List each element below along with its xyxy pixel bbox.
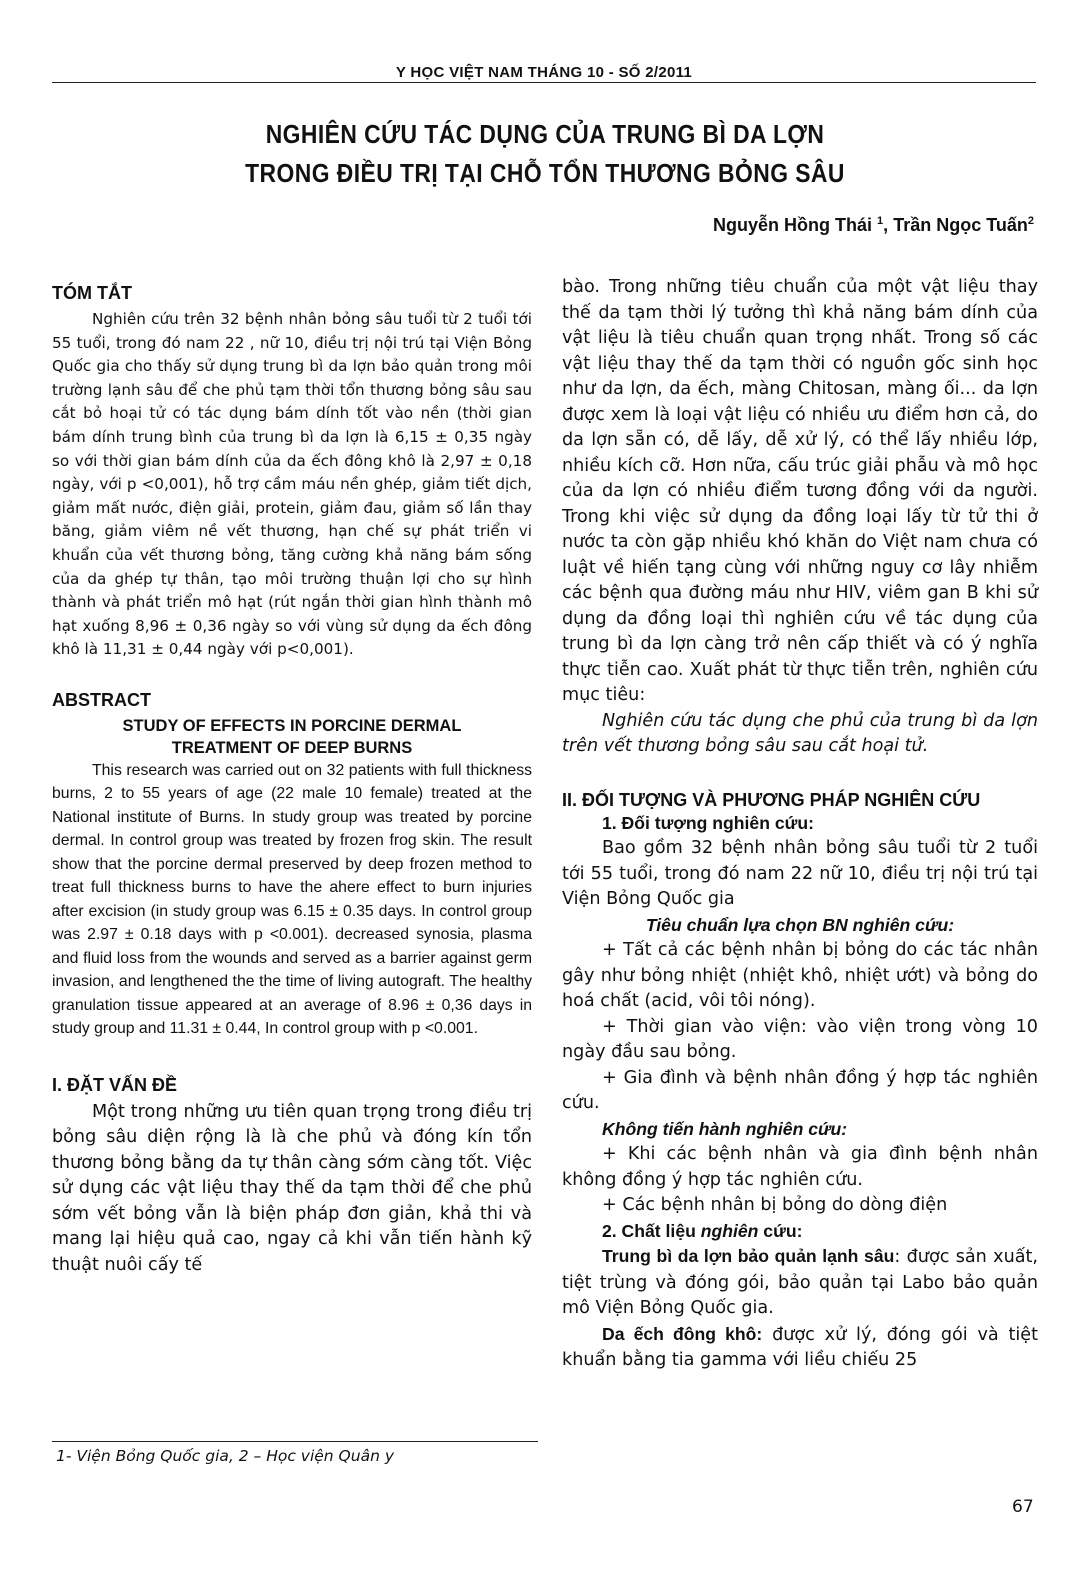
inclusion-criterion-3: + Gia đình và bệnh nhân đồng ý hợp tác nghiên cứu. <box>562 1067 1038 1113</box>
header-rule <box>52 82 1036 83</box>
inclusion-criteria-heading: Tiêu chuẩn lựa chọn BN nghiên cứu: <box>645 914 955 935</box>
material-2-text: được xử lý, đóng gói và tiệt khuẩn bằng tia gamma với liều chiếu 25 <box>562 1324 1038 1370</box>
article-title <box>180 115 910 193</box>
study-objective: Nghiên cứu tác dụng che phủ của trung bì da lợn trên vết thương bỏng sâu sau cắt hoại tử. <box>562 710 1038 756</box>
exclusion-criteria-heading: Không tiến hành nghiên cứu: <box>602 1118 848 1139</box>
title-line-1: NGHIÊN CỨU TÁC DỤNG CỦA TRUNG BÌ DA LỢN <box>265 119 825 149</box>
material-1 <box>562 1244 1038 1322</box>
journal-header: Y HỌC VIỆT NAM THÁNG 10 - SỐ 2/2011 <box>382 64 706 81</box>
summary-heading: TÓM TẮT <box>52 283 132 303</box>
summary-text: Nghiên cứu trên 32 bệnh nhân bỏng sâu tuổi từ 2 tuổi tới 55 tuổi, trong đó nam 22 , nữ 10, điều trị nội trú tại Viện Bỏng Quốc gia cho thấy sử dụng trung bì da lợn bảo quản trong môi trường lạnh sâu để che phủ tạm thời tổn thương bỏng sâu sau cắt bỏ hoại tử có tác dụng bám dính tốt vào nền (thời gian bám dính trung bình của trung bì da lợn là 6,15 ± 0,35 ngày so với thời gian bám dính của da ếch đông khô là 2,97 ± 0,18 ngày, với p <0,001), hỗ trợ cầm máu nền ghép, giảm tiết dịch, giảm mất nước, điện giải, protein, giảm đau, giảm số lần thay băng, giảm viêm nề vết thương, hạn chế sự phát triển vi khuẩn của vết thương bỏng, tăng cường khả năng bám sống của da ghép tự thân, tạo môi trường thuận lợi cho sự hình thành và phát triển mô hạt (rút ngắn thời gian hình thành mô hạt xuống 8,96 ± 0,36 ngày so với vùng sử dụng da ếch đông khô là 11,31 ± 0,44 ngày với p<0,001). <box>52 310 532 659</box>
abstract-title-line-1: STUDY OF EFFECTS IN PORCINE DERMAL <box>122 716 462 735</box>
authors <box>713 215 1034 236</box>
material-2 <box>562 1322 1038 1374</box>
section-1-text-left: Một trong những ưu tiên quan trọng trong điều trị bỏng sâu diện rộng là là che phủ và đóng kín tổn thương bỏng bằng da tự thân càng sớm càng tốt. Việc sử dụng các vật liệu thay thế da tạm thời để che phủ sớm vết bỏng vẫn là biện pháp đơn giản, khả thi và mang lại hiệu quả cao, ngay cả khi vẫn tiến hành kỹ thuật nuôi cấy tế <box>52 1101 532 1275</box>
abstract-title-line-2: TREATMENT OF DEEP BURNS <box>171 738 413 757</box>
material-1-text: : được sản xuất, tiệt trùng và đóng gói, bảo quản tại Labo bảo quản mô Viện Bỏng Quốc gia. <box>562 1247 1038 1318</box>
section-1-text-right: bào. Trong những tiêu chuẩn của một vật liệu thay thế da tạm thời lý tưởng thì khả năng bám dính của vật liệu là tiêu chuẩn quan trọng nhất. Trong số các vật liệu thay thế da tạm thời có nguồn gốc sinh học như da lợn, da ếch, màng Chitosan, màng ối... da lợn được xem là loại vật liệu có nhiều ưu điểm hơn cả, do da lợn sẵn có, dễ lấy, dễ xử lý, có thể lấy nhiều lớp, nhiều kích cỡ. Hơn nữa, cấu trúc giải phẫu và mô học của da lợn có nhiều điểm tương đồng với da người. Trong khi việc sử dụng da đồng loại lấy từ tử thi ở nước ta còn gặp nhiều khó khăn do Việt nam chưa có luật về hiến tạng cùng với những nguy cơ lây nhiễm các bệnh qua đường máu như HIV, viêm gan B khi sử dụng da đồng loại thì nghiên cứu về tác dụng của trung bì da lợn càng trở nên cấp thiết và có ý nghĩa thực tiễn cao. Xuất phát từ thực tiễn trên, nghiên cứu mục tiêu: <box>562 277 1038 705</box>
abstract-heading: ABSTRACT <box>52 689 151 710</box>
author-separator: , <box>883 215 894 235</box>
material-1-label: Trung bì da lợn bảo quản lạnh sâu <box>602 1246 895 1266</box>
author-2: Trần Ngọc Tuấn <box>893 215 1028 235</box>
author-1-affiliation: 1 <box>877 215 884 227</box>
subsection-2-italic: nghiên <box>700 1220 759 1241</box>
abstract-text: This research was carried out on 32 patients with full thickness burns, 2 to 55 years of age (22 male 10 female) treated at the National institute of Burns. In study group was treated by porcine dermal. In control group was treated by frozen frog skin. The result show that the porcine dermal preserved by deep frozen method to treat full thickness burns to have the ahere effect to burn injuries after excision (in study group was 6.15 ± 0.35 days. In control group was 2.97 ± 0.18 days with p <0.001). decreased synosia, plasma and fluid loss from the wounds and served as a barrier against germ invasion, and lengthened the the time of living autograft. The healthy granulation tissue appeared at an average of 8.96 ± 0,36 days in study group and 11.31 ± 0.44, In control group with p <0.001. <box>52 761 532 1038</box>
subsection-2-heading <box>562 1219 1038 1245</box>
running-header <box>52 62 1036 81</box>
material-2-label: Da ếch đông khô: <box>602 1323 763 1344</box>
section-2-heading: II. ĐỐI TƯỢNG VÀ PHƯƠNG PHÁP NGHIÊN CỨU <box>562 789 981 810</box>
page-number: 67 <box>1012 1497 1034 1517</box>
footnote-rule <box>52 1441 538 1442</box>
subsection-1-text: Bao gồm 32 bệnh nhân bỏng sâu tuổi từ 2 tuổi tới 55 tuổi, trong đó nam 22 nữ 10, điều trị nội trú tại Viện Bỏng Quốc gia <box>562 838 1038 909</box>
title-line-2: TRONG ĐIỀU TRỊ TẠI CHỖ TỔN THƯƠNG BỎNG SÂU <box>245 158 845 188</box>
left-column <box>52 275 532 1278</box>
subsection-1-heading: 1. Đối tượng nghiên cứu: <box>602 812 814 833</box>
right-column <box>562 275 1038 1374</box>
subsection-2-prefix: 2. Chất liệu <box>602 1220 701 1241</box>
inclusion-criterion-1: + Tất cả các bệnh nhân bị bỏng do các tác nhân gây như bỏng nhiệt (nhiệt khô, nhiệt ướt) và bỏng do hoá chất (acid, vôi tôi nóng). <box>562 940 1038 1011</box>
exclusion-criterion-1: + Khi các bệnh nhân và gia đình bệnh nhân không đồng ý hợp tác nghiên cứu. <box>562 1144 1038 1190</box>
footnote: 1- Viện Bỏng Quốc gia, 2 – Học viện Quân y <box>56 1447 395 1465</box>
subsection-2-suffix: cứu: <box>758 1220 803 1241</box>
section-1-heading: I. ĐẶT VẤN ĐỀ <box>52 1074 178 1095</box>
author-2-affiliation: 2 <box>1027 215 1034 227</box>
author-1: Nguyễn Hồng Thái <box>713 215 878 235</box>
exclusion-criterion-2: + Các bệnh nhân bị bỏng do dòng điện <box>602 1195 948 1215</box>
inclusion-criterion-2: + Thời gian vào viện: vào viện trong vòng 10 ngày đầu sau bỏng. <box>562 1016 1038 1062</box>
